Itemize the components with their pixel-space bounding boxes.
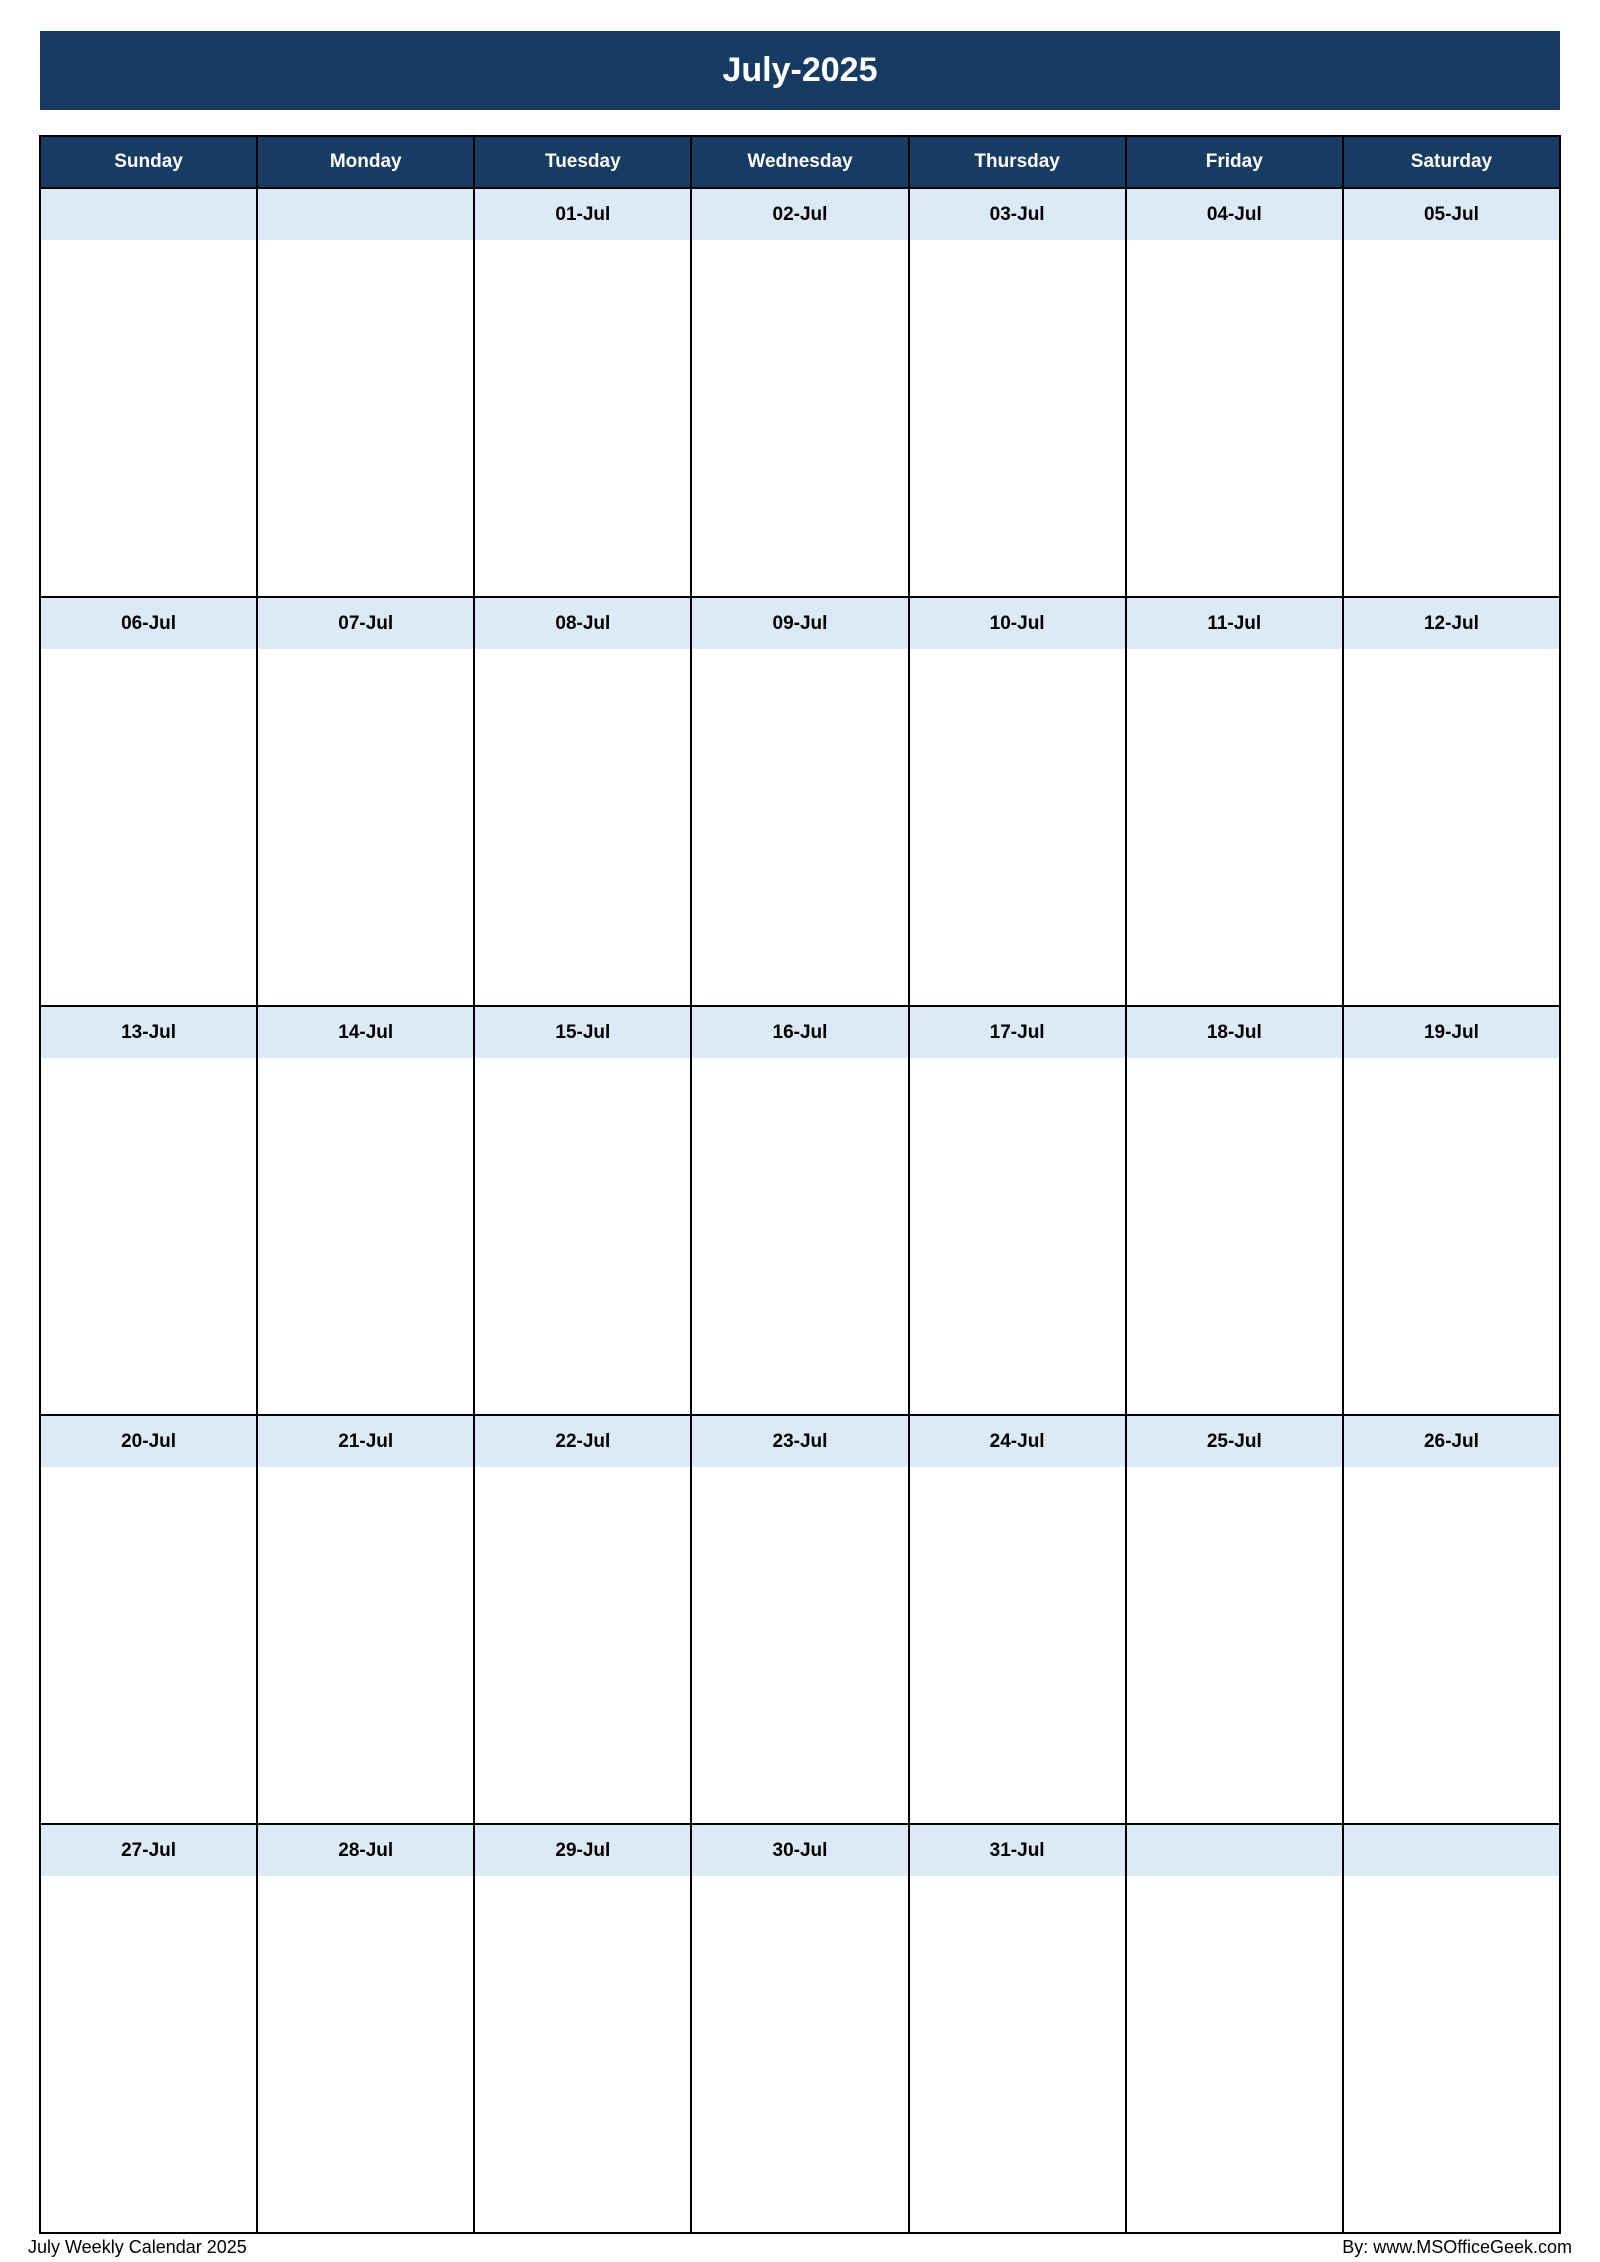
day-cell[interactable] — [40, 1824, 257, 2233]
day-cell[interactable] — [1343, 597, 1560, 1006]
day-cell[interactable] — [474, 1415, 691, 1824]
weekday-tuesday: Tuesday — [474, 136, 691, 188]
day-cell[interactable] — [474, 597, 691, 1006]
week-row — [40, 1006, 1560, 1415]
day-cell[interactable] — [257, 1415, 474, 1824]
day-date-label: 27-Jul — [41, 1825, 256, 1876]
day-cell[interactable] — [909, 1824, 1126, 2233]
day-notes-area[interactable] — [692, 1876, 907, 2232]
day-notes-area[interactable] — [910, 1876, 1125, 2232]
day-notes-area[interactable] — [475, 1467, 690, 1823]
day-cell[interactable] — [909, 1006, 1126, 1415]
day-cell[interactable] — [40, 1006, 257, 1415]
day-cell[interactable] — [257, 597, 474, 1006]
day-date-label — [1344, 1825, 1559, 1876]
day-notes-area[interactable] — [475, 240, 690, 596]
day-notes-area[interactable] — [258, 240, 473, 596]
day-cell[interactable] — [257, 188, 474, 597]
day-notes-area[interactable] — [910, 240, 1125, 596]
day-notes-area[interactable] — [41, 649, 256, 1005]
day-cell[interactable] — [257, 1006, 474, 1415]
day-cell[interactable] — [257, 1824, 474, 2233]
day-notes-area[interactable] — [910, 1467, 1125, 1823]
weekday-thursday: Thursday — [909, 136, 1126, 188]
day-date-label: 11-Jul — [1127, 598, 1342, 649]
day-cell[interactable] — [40, 188, 257, 597]
day-date-label — [41, 189, 256, 240]
day-cell[interactable] — [40, 1415, 257, 1824]
weekday-header-row — [40, 136, 1560, 188]
day-cell[interactable] — [1126, 1824, 1343, 2233]
day-date-label: 31-Jul — [910, 1825, 1125, 1876]
footer-credit: By: www.MSOfficeGeek.com — [1342, 2237, 1572, 2257]
day-cell[interactable] — [1126, 1415, 1343, 1824]
day-cell[interactable] — [474, 188, 691, 597]
day-notes-area[interactable] — [692, 1058, 907, 1414]
day-notes-area[interactable] — [692, 1467, 907, 1823]
day-date-label: 21-Jul — [258, 1416, 473, 1467]
day-cell[interactable] — [40, 597, 257, 1006]
day-date-label: 01-Jul — [475, 189, 690, 240]
footer-caption: July Weekly Calendar 2025 — [28, 2237, 247, 2257]
day-notes-area[interactable] — [258, 649, 473, 1005]
day-notes-area[interactable] — [475, 649, 690, 1005]
day-cell[interactable] — [1343, 1824, 1560, 2233]
day-cell[interactable] — [474, 1824, 691, 2233]
day-date-label: 05-Jul — [1344, 189, 1559, 240]
day-date-label: 07-Jul — [258, 598, 473, 649]
day-date-label: 20-Jul — [41, 1416, 256, 1467]
day-date-label: 12-Jul — [1344, 598, 1559, 649]
day-notes-area[interactable] — [258, 1467, 473, 1823]
calendar-grid — [39, 135, 1561, 2234]
weekday-wednesday: Wednesday — [691, 136, 908, 188]
day-notes-area[interactable] — [692, 649, 907, 1005]
day-notes-area[interactable] — [1344, 1467, 1559, 1823]
day-date-label: 24-Jul — [910, 1416, 1125, 1467]
day-notes-area[interactable] — [1344, 649, 1559, 1005]
week-row — [40, 188, 1560, 597]
day-date-label: 10-Jul — [910, 598, 1125, 649]
day-date-label — [258, 189, 473, 240]
day-date-label — [1127, 1825, 1342, 1876]
day-cell[interactable] — [909, 597, 1126, 1006]
week-row — [40, 1824, 1560, 2233]
day-date-label: 28-Jul — [258, 1825, 473, 1876]
week-row — [40, 1415, 1560, 1824]
week-row — [40, 597, 1560, 1006]
day-notes-area[interactable] — [1344, 1876, 1559, 2232]
day-notes-area[interactable] — [1127, 1467, 1342, 1823]
day-cell[interactable] — [1343, 1006, 1560, 1415]
day-notes-area[interactable] — [41, 1467, 256, 1823]
day-cell[interactable] — [691, 597, 908, 1006]
day-date-label: 19-Jul — [1344, 1007, 1559, 1058]
day-date-label: 08-Jul — [475, 598, 690, 649]
month-title: July-2025 — [722, 51, 878, 89]
day-notes-area[interactable] — [910, 1058, 1125, 1414]
day-cell[interactable] — [691, 1415, 908, 1824]
day-date-label: 16-Jul — [692, 1007, 907, 1058]
day-notes-area[interactable] — [258, 1876, 473, 2232]
day-cell[interactable] — [909, 188, 1126, 597]
day-notes-area[interactable] — [910, 649, 1125, 1005]
day-date-label: 23-Jul — [692, 1416, 907, 1467]
day-cell[interactable] — [691, 188, 908, 597]
day-notes-area[interactable] — [692, 240, 907, 596]
day-notes-area[interactable] — [41, 1876, 256, 2232]
day-notes-area[interactable] — [1344, 240, 1559, 596]
day-date-label: 15-Jul — [475, 1007, 690, 1058]
day-notes-area[interactable] — [41, 240, 256, 596]
day-notes-area[interactable] — [1127, 1876, 1342, 2232]
weekday-friday: Friday — [1126, 136, 1343, 188]
day-date-label: 17-Jul — [910, 1007, 1125, 1058]
day-notes-area[interactable] — [258, 1058, 473, 1414]
day-date-label: 14-Jul — [258, 1007, 473, 1058]
day-date-label: 30-Jul — [692, 1825, 907, 1876]
day-date-label: 25-Jul — [1127, 1416, 1342, 1467]
day-date-label: 18-Jul — [1127, 1007, 1342, 1058]
day-date-label: 03-Jul — [910, 189, 1125, 240]
day-date-label: 13-Jul — [41, 1007, 256, 1058]
day-notes-area[interactable] — [41, 1058, 256, 1414]
day-cell[interactable] — [474, 1006, 691, 1415]
day-cell[interactable] — [1343, 188, 1560, 597]
day-date-label: 09-Jul — [692, 598, 907, 649]
weekday-sunday: Sunday — [40, 136, 257, 188]
day-notes-area[interactable] — [475, 1058, 690, 1414]
day-notes-area[interactable] — [1127, 240, 1342, 596]
day-cell[interactable] — [909, 1415, 1126, 1824]
day-notes-area[interactable] — [1127, 1058, 1342, 1414]
day-cell[interactable] — [1126, 188, 1343, 597]
day-cell[interactable] — [691, 1824, 908, 2233]
day-cell[interactable] — [1126, 597, 1343, 1006]
day-notes-area[interactable] — [475, 1876, 690, 2232]
day-notes-area[interactable] — [1344, 1058, 1559, 1414]
day-date-label: 06-Jul — [41, 598, 256, 649]
day-date-label: 04-Jul — [1127, 189, 1342, 240]
day-notes-area[interactable] — [1127, 649, 1342, 1005]
day-cell[interactable] — [691, 1006, 908, 1415]
day-date-label: 26-Jul — [1344, 1416, 1559, 1467]
day-date-label: 02-Jul — [692, 189, 907, 240]
day-date-label: 22-Jul — [475, 1416, 690, 1467]
weekday-monday: Monday — [257, 136, 474, 188]
weekday-saturday: Saturday — [1343, 136, 1560, 188]
day-cell[interactable] — [1343, 1415, 1560, 1824]
month-title-bar — [40, 31, 1560, 110]
day-cell[interactable] — [1126, 1006, 1343, 1415]
day-date-label: 29-Jul — [475, 1825, 690, 1876]
